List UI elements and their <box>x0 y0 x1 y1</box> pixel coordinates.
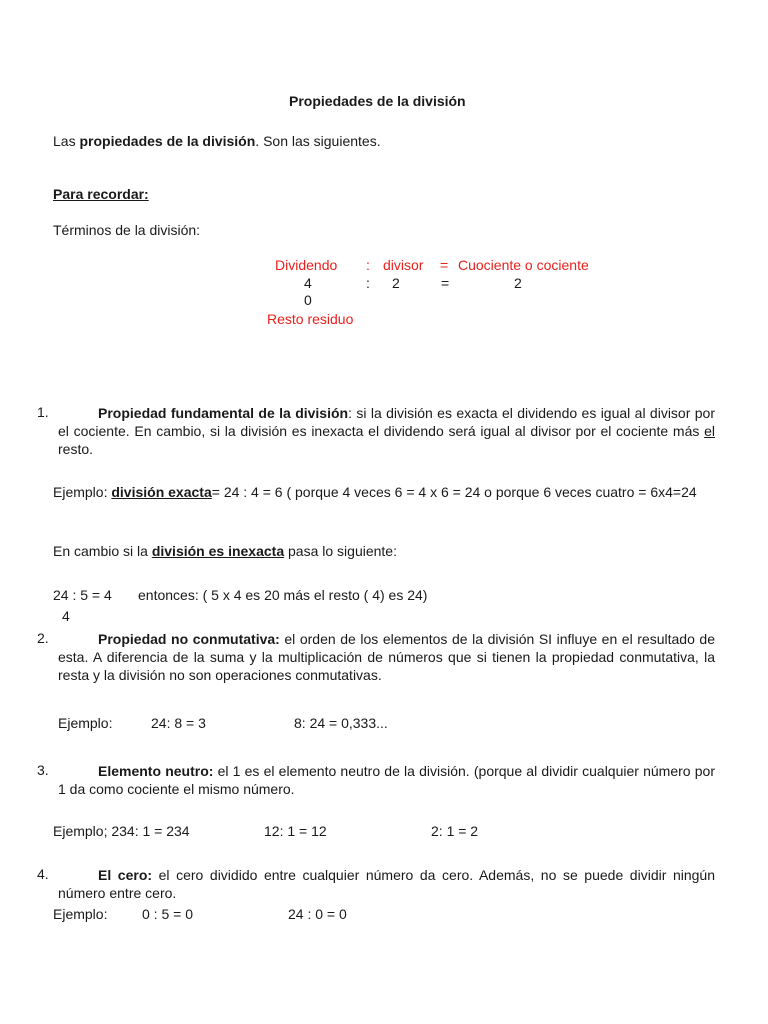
dividend-value: 4 <box>304 275 312 291</box>
intro-post: . Son las siguientes. <box>255 133 381 149</box>
intro-bold: propiedades de la división <box>79 133 256 149</box>
colon-sign-value-row: : <box>366 275 370 291</box>
example-3-b: 12: 1 = 12 <box>264 823 327 839</box>
list-number-2: 2. <box>37 630 49 646</box>
item-4-text: el cero dividido entre cualquier número da cero. Además, no se puede dividir ningún número entre cero. <box>58 867 715 901</box>
list-number-4: 4. <box>37 866 49 882</box>
example-4-a: 0 : 5 = 0 <box>142 906 193 922</box>
inexact-paragraph <box>53 543 397 560</box>
dividend-label: Dividendo <box>275 257 338 273</box>
example-2-label: Ejemplo: <box>58 715 113 731</box>
example-exact-post: = 24 : 4 = 6 ( porque 4 veces 6 = 4 x 6 = 24 o porque 6 veces cuatro = 6x4=24 <box>211 484 697 500</box>
example-4-label: Ejemplo: <box>53 906 108 922</box>
inexact-example-explanation: entonces: ( 5 x 4 es 20 más el resto ( 4) es 24) <box>138 587 428 603</box>
inexact-example-line: 24 : 5 = 4 <box>53 587 112 603</box>
example-exact-pre: Ejemplo: <box>53 484 112 500</box>
equals-sign-value-row: = <box>441 275 450 291</box>
quotient-value: 2 <box>514 275 522 291</box>
intro-paragraph <box>53 133 381 150</box>
list-item-2 <box>58 630 715 684</box>
remainder-value: 0 <box>304 292 312 308</box>
example-3-label: Ejemplo; 234: 1 = 234 <box>53 823 190 839</box>
list-number-3: 3. <box>37 762 49 778</box>
page-title: Propiedades de la división <box>289 93 466 109</box>
inexact-pre: En cambio si la <box>53 543 152 559</box>
example-2-b: 8: 24 = 0,333... <box>294 715 388 731</box>
list-number-1: 1. <box>37 404 49 420</box>
example-4-b: 24 : 0 = 0 <box>288 906 347 922</box>
item-3-title: Elemento neutro: <box>98 763 214 779</box>
example-exact-bold: división exacta <box>111 484 212 500</box>
quotient-label: Cuociente o cociente <box>458 257 589 273</box>
list-item-1 <box>58 404 715 458</box>
example-2-a: 24: 8 = 3 <box>151 715 206 731</box>
inexact-bold: división es inexacta <box>151 543 285 559</box>
terms-heading: Términos de la división: <box>53 222 201 238</box>
item-1-text-b: resto. <box>58 441 94 457</box>
remember-heading: Para recordar: <box>53 186 149 202</box>
equals-sign: = <box>440 257 449 273</box>
item-3-text: el 1 es el elemento neutro de la división. (porque al dividir cualquier número por 1 da como cociente el mismo número. <box>58 763 715 797</box>
item-4-title: El cero: <box>98 867 153 883</box>
item-1-underlined: el <box>704 423 715 439</box>
inexact-example-remainder: 4 <box>62 608 70 624</box>
example-exact <box>53 483 715 501</box>
item-2-title: Propiedad no conmutativa: <box>98 631 280 647</box>
divisor-label: divisor <box>383 257 424 273</box>
item-2-text: el orden de los elementos de la división SI influye en el resultado de esta. A diferencia de la suma y la multiplicación de números que si tienen la propiedad conmutativa, la resta y la división no son operaciones conmutativas. <box>58 631 715 683</box>
list-item-3 <box>58 762 715 798</box>
item-1-text-a: : si la división es exacta el dividendo es igual al divisor por el cociente. En cambio, si la división es inexacta el dividendo será igual al divisor por el cociente más <box>58 405 715 439</box>
remainder-label: Resto residuo <box>267 311 354 327</box>
colon-sign: : <box>366 257 370 273</box>
list-item-4 <box>58 866 715 902</box>
example-3-c: 2: 1 = 2 <box>431 823 479 839</box>
divisor-value: 2 <box>392 275 400 291</box>
inexact-post: pasa lo siguiente: <box>284 543 397 559</box>
intro-pre: Las <box>53 133 80 149</box>
item-1-title: Propiedad fundamental de la división <box>98 405 349 421</box>
